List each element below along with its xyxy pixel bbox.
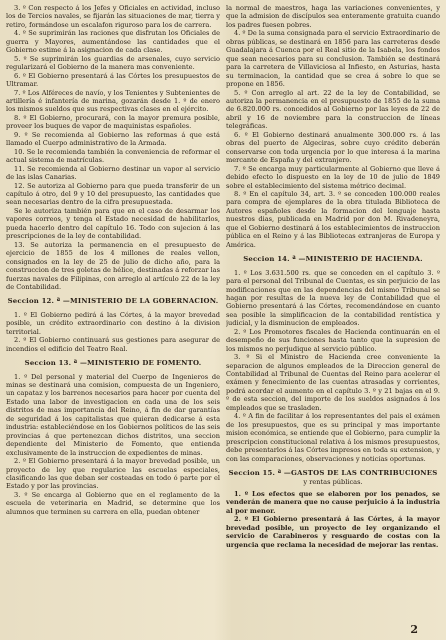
- paragraph: 2. º El Gobierno presentará á la mayor brevedad posible, un proyecto de ley que regularice las escuelas especiales, clasificando las que deban ser costeadas en todo ó parte por el Estado y por las provincias.: [6, 457, 220, 491]
- paragraph: 6. º El Gobierno presentará á las Córtes los presupuestos de Ultramar.: [6, 71, 220, 89]
- paragraph: 3. º Si el Ministro de Hacienda cree conveniente la separacion de algunos empleados de la Direccion general de Contabilidad al Tribunal de Cuentas del Reino para acelerar el exámen y fenecimiento de las cuentas atrasadas y corrientes, podrá acordar el aumento en el capítulo 3. º y 21 bajas en el 9. º de esta seccion, del importe de los sueldos asignados á los empleados que se trasladen.: [226, 353, 440, 412]
- paragraph: 1. º El Gobierno pedirá á las Córtes, á la mayor brevedad posible, un crédito extraordinario con destino á la division territorial.: [6, 310, 220, 336]
- section-heading-fomento: Seccion 13. ª —MINISTERIO DE FOMENTO.: [24, 359, 202, 368]
- paragraph: 2. º Los Promotores fiscales de Hacienda continuarán en el desempeño de sus funciones hasta tanto que la supresion de los mismos no perjudique al servicio público.: [226, 327, 440, 353]
- paragraph: 12. Se autoriza al Gobierno para que pueda transferir de un capítulo á otro, del 9 y 10 del presupuesto, las cantidades que sean necesarias dentro de la cifra presupuestada.: [6, 181, 220, 207]
- paragraph: 1. º Los efectos que se elaboren por los penados, se venderán de manera que no cause perjuicio á la industria al por menor.: [226, 489, 440, 515]
- paragraph: 6. º El Gobierno destinará anualmente 300.000 rs. á las obras del puerto de Algeciras, sobre cuyo crédito deberán conservarse con toda urgencia por lo que interesa á la marina mercante de España y del extranjero.: [226, 130, 440, 165]
- paragraph: 4. º De la suma consignada para el servicio Extraordinario de obras públicas, se destinará en 1856 para las carreteras desde Guadalajara á Cuenca por el Real sitio de la Isabela, los fondos que sean necesarios para su conclusion. También se destinará para la carretera de Villaviciosa al Infiesto, en Asturias, hasta su terminacion, la cantidad que se crea á sobre lo que se propone en 1856.: [226, 29, 440, 89]
- paragraph: 4. º Se suprimirán las raciones que disfrutan los Oficiales de guerra y Mayores, aumentándose las cantidades que el Gobierno estime á la asignacion de cada clase.: [6, 29, 220, 55]
- section-heading-contribuciones: Seccion 15. ª —GASTOS DE LAS CONTRIBUCIONES: [228, 469, 438, 478]
- left-column: [6, 4, 220, 630]
- paragraph: la normal de maestros, haga las variaciones convenientes, y que la admision de discípulos sea enteramente gratuita cuando los padres fuesen pobres.: [226, 4, 440, 29]
- text-columns: [6, 4, 440, 630]
- right-column: [226, 4, 440, 630]
- paragraph: 8. º El Gobierno, procurará, con la mayor premura posible, proveer los buques de vapor de maquinistas españoles.: [6, 113, 220, 131]
- paragraph: 3. º Se encarga al Gobierno que en el reglamento de la escuela de veterinaria en Madrid, se determine que los alumnos que terminen su carrera en ella, puedan obtener: [6, 490, 220, 516]
- paragraph: 8. º En el capítulo 34, art. 3. º se conceden 100.000 reales para compra de ejemplares de la obra titulada Biblioteca de Autores españoles desde la formacion del lenguaje hasta nuestros dias, publicada en Madrid por don M. Rivadeneyra, que el Gobierno destinará á los establecimientos de instruccion pública en el Reino y á las Bibliotecas extranjeras de Europa y América.: [226, 189, 440, 249]
- section-heading-gobernacion: Seccion 12. ª —MINISTERIO DE LA GOBERNACION.: [7, 297, 219, 306]
- paragraph: 1. º Del personal y material del Cuerpo de Ingenieros de minas se destinará una comision, compuesta de un Ingeniero, un capataz y los barrenos necesarios para hacer por cuenta del Estado una labor de investigacion en cada una de los seis distritos de mas importancia del Reino, á fin de dar garantías de seguridad á los capitalistas que quieran dedicarse á esta industria: estableciéndose en los Gobiernos políticos de las seis provincias á que pertenezcan dichos distritos, una seccion dependiente del Ministerio de Fomento, que entienda exclusivamente de la instruccion de expedientes de minas.: [6, 372, 220, 457]
- paragraph: 7. º Se encarga muy particularmente al Gobierno que lleve á debido efecto lo dispuesto en la ley de 10 de julio de 1849 sobre el establecimiento del sistema métrico decimal.: [226, 164, 440, 190]
- paragraph: 13. Se autoriza la permanencia en el presupuesto de ejercicio de 1855 de los 4 millones de reales vellon, consignados en la ley de 25 de julio de dicho año, para la construccion de tres goletas de hélice, destinadas á reforzar las fuerzas navales de Filipinas, con arreglo al artículo 22 de la ley de Contabilidad.: [6, 240, 220, 291]
- paragraph: Se le autoriza también para que en el caso de desarmar los vapores correos, y tenga el Estado necesidad de habilitarlos, pueda hacerlo dentro del capítulo 16. Todo con sujecion á las prescripciones de la ley de contabilidad.: [6, 206, 220, 241]
- paragraph: 10. Se le recomienda también la conveniencia de reformar el actual sistema de matrículas.: [6, 147, 220, 165]
- paragraph: 5. º Con arreglo al art. 22 de la ley de Contabilidad, se autoriza la permanencia en el presupuesto de 1855 de la suma de 6.820.000 rs. concedidos al Gobierno por las leyes de 22 de abril y 16 de noviembre para la construccion de líneas telegráficas.: [226, 88, 440, 131]
- paragraph: 2. º El Gobierno continuará sus gestiones para asegurar de incendios el edificio del Teatro Real.: [6, 336, 220, 353]
- section-heading-hacienda: Seccion 14. ª —MINISTERIO DE HACIENDA.: [243, 255, 423, 264]
- page-number: 2: [410, 623, 418, 636]
- paragraph: 3. º Con respecto á los Jefes y Oficiales en actividad, incluso los de Tercios navales, se fijarán las situaciones de mar, tierra y retiro, formándose un escalafon riguroso para los de carrera.: [6, 4, 220, 29]
- paragraph: 9. º Se recomienda al Gobierno las reformas á que está llamado el Cuerpo administrativo de la Armada.: [6, 130, 220, 148]
- paragraph: 1. º Los 3.631.500 rs. que se conceden en el capítulo 3. º para el personal del Tribunal de Cuentas, es sin perjuicio de las modificaciones que en las dependencias del mismo Tribunal se hagan por resultas de la nueva ley de Contabilidad que el Gobierno presentará á las Córtes, recomendándose en cuanto sea posible la simplificacion de la contabilidad rentística y judicial, y la disminucion de empleados.: [226, 268, 440, 328]
- paragraph: 5. º Se suprimirán los guardias de arsenales, cuyo servicio regularizará el Gobierno de la manera mas conveniente.: [6, 54, 220, 72]
- paragraph: 2. º El Gobierno presentará á las Córtes, á la mayor brevedad posible, un proyecto de ley organizando el servicio de Carabineros y resguardo de costas con la urgencia que reclama la necesidad de mejorar las rentas.: [226, 515, 440, 549]
- paragraph: 4. º A fin de facilitar á los representantes del pais el exámen de los presupuestos, que es su principal y mas importante mision económica, se entiende que el Gobierno, para cumplir la prescripcion constitucional relativa á los mismos presupuestos, debe presentarlos á las Córtes impresos en toda su extension, y con las comparaciones, observaciones y noticias oportunas.: [226, 412, 440, 463]
- section-subheading: y rentas públicas.: [303, 478, 363, 487]
- paragraph: 11. Se recomienda al Gobierno destinar un vapor al servicio de las islas Canarias.: [6, 164, 220, 182]
- paragraph: 7. º Los Alféreces de navío, y los Tenientes y Subtenientes de artillería é infantería de marina, gozarán desde 1. º de enero los mismos sueldos que sus respectivas clases en el ejército.: [6, 88, 220, 114]
